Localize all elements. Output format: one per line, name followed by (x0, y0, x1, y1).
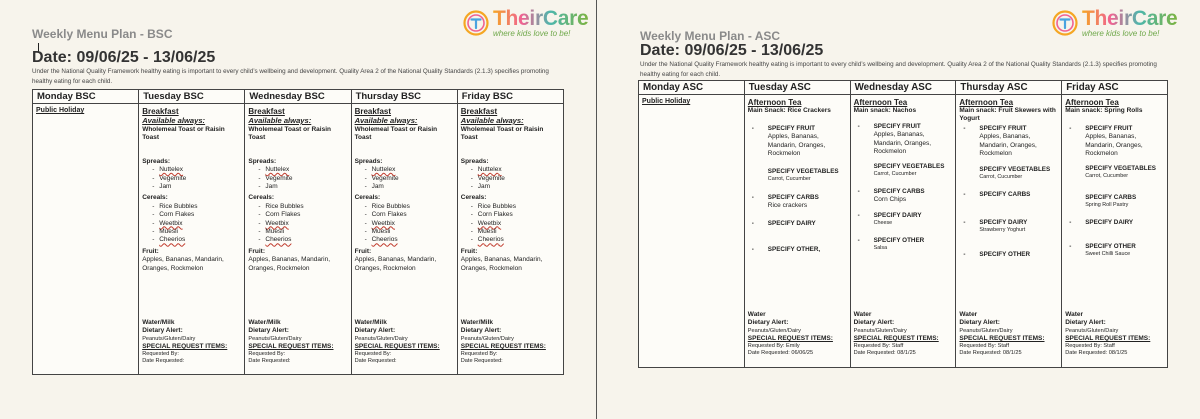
fruit-list: Apples, Bananas, Mandarin, Oranges, Rockmelon (248, 256, 331, 272)
list-item: - Cheerios (365, 236, 454, 244)
fruit-label: Fruit: (460, 247, 478, 255)
specify-carbs-label: - SPECIFY CARBS (751, 193, 819, 201)
list-item: - Nuttelex (471, 166, 560, 174)
specify-dairy-label: - SPECIFY DAIRY (1069, 218, 1134, 226)
specify-fruit-label: - SPECIFY FRUIT (963, 125, 1027, 132)
main-snack: Main Snack: Rice Crackers (747, 107, 831, 114)
list-item: - Vegemite (471, 175, 560, 183)
cereals-label: Cereals: (142, 194, 168, 202)
bsc-menu-row (33, 104, 564, 375)
bsc-intro: Under the National Quality Framework healthy eating is important to every child’s wellbeing and development. Quality Area 2 of the National Quality Standards (2.1.3) specifies promoting healthy eating for each child. (32, 68, 549, 85)
afternoon-tea-heading: Afternoon Tea (747, 98, 802, 107)
available-always-label: Available always: (354, 116, 418, 125)
specify-dairy-label: - SPECIFY DAIRY (751, 220, 816, 228)
asc-intro: Under the National Quality Framework healthy eating is important to every child’s wellbeing and development. Quality Area 2 of the National Quality Standards (2.1.3) specifies promoting healthy eating for each child. (640, 61, 1157, 78)
asc-tuesday-cell (744, 95, 850, 368)
bsc-header-thursday: Thursday BSC (351, 90, 457, 104)
bsc-cell-footer (461, 319, 560, 365)
list-item: - Weetbix (258, 220, 347, 228)
list-item: - Corn Flakes (365, 211, 454, 219)
asc-cell-footer (854, 311, 953, 357)
dietary-alert-label: Dietary Alert: (1065, 319, 1106, 327)
specify-carbs-label: - SPECIFY CARBS (963, 190, 1031, 198)
specify-veg-label: SPECIFY VEGETABLES (767, 167, 839, 175)
specify-other-label: - SPECIFY OTHER (857, 237, 925, 245)
asc-header-wednesday: Wednesday ASC (850, 81, 956, 95)
list-item: - Rice Bubbles (365, 203, 454, 211)
water-label: Water (747, 311, 766, 318)
afternoon-tea-heading: Afternoon Tea (1065, 98, 1119, 107)
list-item: - Weetbix (471, 220, 560, 228)
fruit-list: Apples, Bananas, Mandarin, Oranges, Rockmelon (354, 256, 437, 272)
requested-by: Requested By: (460, 351, 498, 358)
spreads-list (248, 166, 347, 191)
list-item: - Muesli (365, 228, 454, 236)
allergens-text: Peanuts/Gluten/Dairy (142, 335, 196, 342)
specify-other-label: - SPECIFY OTHER, (751, 246, 821, 254)
special-request-label: SPECIAL REQUEST ITEMS: (747, 334, 833, 342)
specify-dairy-label: - SPECIFY DAIRY (857, 212, 922, 220)
list-item: - Corn Flakes (471, 211, 560, 219)
special-request-label: SPECIAL REQUEST ITEMS: (142, 342, 228, 350)
asc-monday-cell (639, 95, 745, 368)
list-item: - Weetbix (152, 220, 241, 228)
list-item: - Vegemite (152, 175, 241, 183)
main-snack: Main snack: Fruit Skewers with Yogurt (959, 107, 1056, 122)
specify-other-label: - SPECIFY OTHER (963, 250, 1031, 258)
breakfast-heading: Breakfast (248, 107, 285, 116)
date-requested: Date Requested: (142, 358, 185, 365)
bsc-day-cell (139, 104, 245, 375)
bsc-cell-footer (142, 319, 241, 365)
bsc-day-cell (457, 104, 563, 375)
list-item: - Jam (365, 183, 454, 191)
veg-detail: Carrot, Cucumber (873, 170, 917, 177)
toast-item: Wholemeal Toast or Raisin Toast (460, 126, 544, 142)
specify-veg-label: SPECIFY VEGETABLES (873, 162, 945, 170)
requested-by: Requested By: Staff (959, 343, 1010, 350)
requested-by: Requested By: (354, 351, 392, 358)
bsc-day-cell (351, 104, 457, 375)
water-milk-label: Water/Milk (354, 319, 387, 326)
brand-name: TheirCare (493, 7, 589, 30)
spreads-list (461, 166, 560, 191)
cereals-label: Cereals: (460, 194, 487, 202)
toast-item: Wholemeal Toast or Raisin Toast (142, 126, 225, 142)
water-milk-label: Water/Milk (142, 319, 175, 326)
fruit-detail: Apples, Bananas, Mandarin, Oranges, Rockmelon (767, 133, 826, 158)
asc-header-friday: Friday ASC (1062, 81, 1168, 95)
special-request-label: SPECIAL REQUEST ITEMS: (354, 342, 440, 350)
dairy-detail: Strawberry Yoghurt (979, 226, 1026, 233)
breakfast-heading: Breakfast (354, 107, 392, 116)
available-always-label: Available always: (142, 116, 206, 125)
dietary-alert-label: Dietary Alert: (142, 327, 183, 335)
special-request-label: SPECIAL REQUEST ITEMS: (1065, 334, 1151, 342)
veg-detail: Carrot, Cucumber (1085, 172, 1129, 179)
requested-by: Requested By: Staff (853, 343, 904, 350)
list-item: - Cheerios (471, 236, 560, 244)
specify-fruit-label: - SPECIFY FRUIT (857, 123, 921, 130)
afternoon-tea-heading: Afternoon Tea (853, 98, 908, 107)
date-requested: Date Requested: (460, 358, 503, 365)
other-detail: Sweet Chilli Sauce (1085, 250, 1131, 257)
requested-by: Requested By: (142, 351, 179, 358)
fruit-label: Fruit: (354, 247, 372, 255)
carbs-detail: Rice crackers (767, 201, 808, 209)
spreads-label: Spreads: (248, 157, 277, 165)
list-item: - Muesli (152, 228, 241, 236)
fruit-list: Apples, Bananas, Mandarin, Oranges, Rockmelon (142, 256, 224, 272)
dietary-alert-label: Dietary Alert: (853, 319, 895, 327)
specify-fruit-label: - SPECIFY FRUIT (1069, 125, 1133, 132)
allergens-text: Peanuts/Gluten/Dairy (747, 327, 801, 334)
carbs-detail: Corn Chips (873, 195, 907, 203)
list-item: - Jam (471, 183, 560, 191)
cereals-list (355, 203, 454, 245)
special-request-label: SPECIAL REQUEST ITEMS: (959, 334, 1045, 342)
water-label: Water (853, 311, 872, 318)
spreads-list (355, 166, 454, 191)
asc-friday-cell (1062, 95, 1168, 368)
public-holiday-label: Public Holiday (642, 98, 691, 105)
veg-detail: Carrot, Cucumber (979, 173, 1023, 180)
cereals-label: Cereals: (248, 194, 275, 202)
spreads-label: Spreads: (142, 157, 171, 165)
spreads-list (142, 166, 241, 191)
asc-title: Weekly Menu Plan - ASC (640, 29, 781, 43)
toast-item: Wholemeal Toast or Raisin Toast (248, 126, 331, 142)
specify-other-label: - SPECIFY OTHER (1069, 242, 1136, 250)
specify-veg-label: SPECIFY VEGETABLES (979, 165, 1051, 173)
bsc-monday-cell (33, 104, 139, 375)
date-requested: Date Requested: 06/06/25 (747, 350, 814, 357)
dietary-alert-label: Dietary Alert: (248, 327, 289, 335)
requested-by: Requested By: (248, 351, 286, 358)
special-request-label: SPECIAL REQUEST ITEMS: (853, 334, 939, 342)
cereals-list (248, 203, 347, 245)
water-label: Water (959, 311, 978, 318)
afternoon-tea-heading: Afternoon Tea (959, 98, 1014, 107)
available-always-label: Available always: (460, 116, 524, 125)
other-detail: Salsa (873, 245, 888, 252)
cereals-list (142, 203, 241, 245)
asc-header-monday: Monday ASC (639, 81, 745, 95)
fruit-label: Fruit: (142, 247, 159, 255)
list-item: - Rice Bubbles (471, 203, 560, 211)
asc-cell-footer (748, 311, 847, 357)
bsc-header-monday: Monday BSC (33, 90, 139, 104)
date-requested: Date Requested: (248, 358, 291, 365)
list-item: - Muesli (258, 228, 347, 236)
requested-by: Requested By: Emily (747, 343, 800, 350)
date-requested: Date Requested: (354, 358, 397, 365)
list-item: - Nuttelex (152, 166, 241, 174)
brand-tagline: where kids love to be! (493, 29, 571, 38)
dietary-alert-label: Dietary Alert: (747, 319, 789, 327)
fruit-detail: Apples, Bananas, Mandarin, Oranges, Rockmelon (873, 131, 932, 156)
bsc-header-wednesday: Wednesday BSC (245, 90, 351, 104)
specify-carbs-label: - SPECIFY CARBS (857, 187, 925, 195)
asc-cell-footer (1065, 311, 1164, 357)
brand-name: TheirCare (1082, 7, 1178, 30)
breakfast-heading: Breakfast (460, 107, 498, 116)
bsc-date: Date: 09/06/25 - 13/06/25 (32, 49, 216, 66)
date-requested: Date Requested: 08/1/25 (1065, 350, 1128, 357)
requested-by: Requested By: Staff (1065, 343, 1115, 350)
list-item: - Vegemite (365, 175, 454, 183)
allergens-text: Peanuts/Gluten/Dairy (959, 327, 1013, 334)
theircare-logo-icon (463, 10, 489, 36)
theircare-logo (463, 8, 588, 38)
date-requested: Date Requested: 08/1/25 (959, 350, 1022, 357)
bsc-page (26, 0, 589, 419)
main-snack: Main snack: Spring Rolls (1065, 107, 1143, 114)
asc-date: Date: 09/06/25 - 13/06/25 (640, 42, 824, 59)
list-item: - Muesli (471, 228, 560, 236)
list-item: - Corn Flakes (258, 211, 347, 219)
carbs-detail: Spring Roll Pastry (1085, 201, 1129, 208)
breakfast-heading: Breakfast (142, 107, 179, 116)
bsc-header-tuesday: Tuesday BSC (139, 90, 245, 104)
fruit-label: Fruit: (248, 247, 265, 255)
list-item: - Nuttelex (258, 166, 347, 174)
list-item: - Cheerios (258, 236, 347, 244)
dietary-alert-label: Dietary Alert: (460, 327, 502, 335)
dietary-alert-label: Dietary Alert: (959, 319, 1000, 327)
fruit-detail: Apples, Bananas, Mandarin, Oranges, Rockmelon (1085, 133, 1143, 158)
asc-menu-row (639, 95, 1168, 368)
cereals-list (461, 203, 560, 245)
bsc-header-row (33, 90, 564, 104)
list-item: - Nuttelex (365, 166, 454, 174)
toast-item: Wholemeal Toast or Raisin Toast (354, 126, 438, 142)
specify-carbs-label: SPECIFY CARBS (1085, 193, 1137, 201)
asc-wednesday-cell (850, 95, 956, 368)
asc-menu-table (638, 80, 1168, 368)
veg-detail: Carrot, Cucumber (767, 175, 811, 182)
spreads-label: Spreads: (460, 157, 489, 165)
specify-fruit-label: - SPECIFY FRUIT (751, 125, 815, 132)
specify-veg-label: SPECIFY VEGETABLES (1085, 164, 1156, 172)
theircare-logo (1052, 8, 1177, 38)
water-milk-label: Water/Milk (460, 319, 494, 326)
allergens-text: Peanuts/Gluten/Dairy (1065, 327, 1119, 334)
asc-page (636, 0, 1178, 419)
list-item: - Jam (258, 183, 347, 191)
bsc-cell-footer (355, 319, 454, 365)
fruit-detail: Apples, Bananas, Mandarin, Oranges, Rockmelon (979, 133, 1037, 158)
specify-dairy-label: - SPECIFY DAIRY (963, 218, 1028, 226)
list-item: - Corn Flakes (152, 211, 241, 219)
list-item: - Vegemite (258, 175, 347, 183)
list-item: - Cheerios (152, 236, 241, 244)
public-holiday-label: Public Holiday (36, 107, 85, 114)
list-item: - Rice Bubbles (152, 203, 241, 211)
water-label: Water (1065, 311, 1084, 318)
list-item: - Rice Bubbles (258, 203, 347, 211)
asc-header-thursday: Thursday ASC (956, 81, 1062, 95)
special-request-label: SPECIAL REQUEST ITEMS: (460, 342, 546, 350)
bsc-day-cell (245, 104, 351, 375)
main-snack: Main snack: Nachos (853, 107, 917, 114)
dietary-alert-label: Dietary Alert: (354, 327, 396, 335)
special-request-label: SPECIAL REQUEST ITEMS: (248, 342, 334, 350)
theircare-logo-icon (1052, 10, 1078, 36)
fruit-list: Apples, Bananas, Mandarin, Oranges, Rockmelon (460, 256, 543, 272)
bsc-header-friday: Friday BSC (457, 90, 563, 104)
dairy-detail: Cheese (873, 220, 893, 227)
bsc-cell-footer (248, 319, 347, 365)
asc-thursday-cell (956, 95, 1062, 368)
page-divider (596, 0, 597, 419)
asc-header-row (639, 81, 1168, 95)
water-milk-label: Water/Milk (248, 319, 281, 326)
spreads-label: Spreads: (354, 157, 383, 165)
list-item: - Weetbix (365, 220, 454, 228)
brand-tagline: where kids love to be! (1082, 29, 1160, 38)
allergens-text: Peanuts/Gluten/Dairy (248, 335, 302, 342)
date-requested: Date Requested: 08/1/25 (853, 350, 916, 357)
asc-header-tuesday: Tuesday ASC (744, 81, 850, 95)
bsc-title: Weekly Menu Plan - BSC (32, 27, 173, 41)
allergens-text: Peanuts/Gluten/Dairy (853, 327, 907, 334)
bsc-menu-table (32, 89, 564, 375)
list-item: - Jam (152, 183, 241, 191)
allergens-text: Peanuts/Gluten/Dairy (354, 335, 408, 342)
asc-cell-footer (959, 311, 1058, 357)
allergens-text: Peanuts/Gluten/Dairy (460, 335, 514, 342)
available-always-label: Available always: (248, 116, 312, 125)
cereals-label: Cereals: (354, 194, 381, 202)
